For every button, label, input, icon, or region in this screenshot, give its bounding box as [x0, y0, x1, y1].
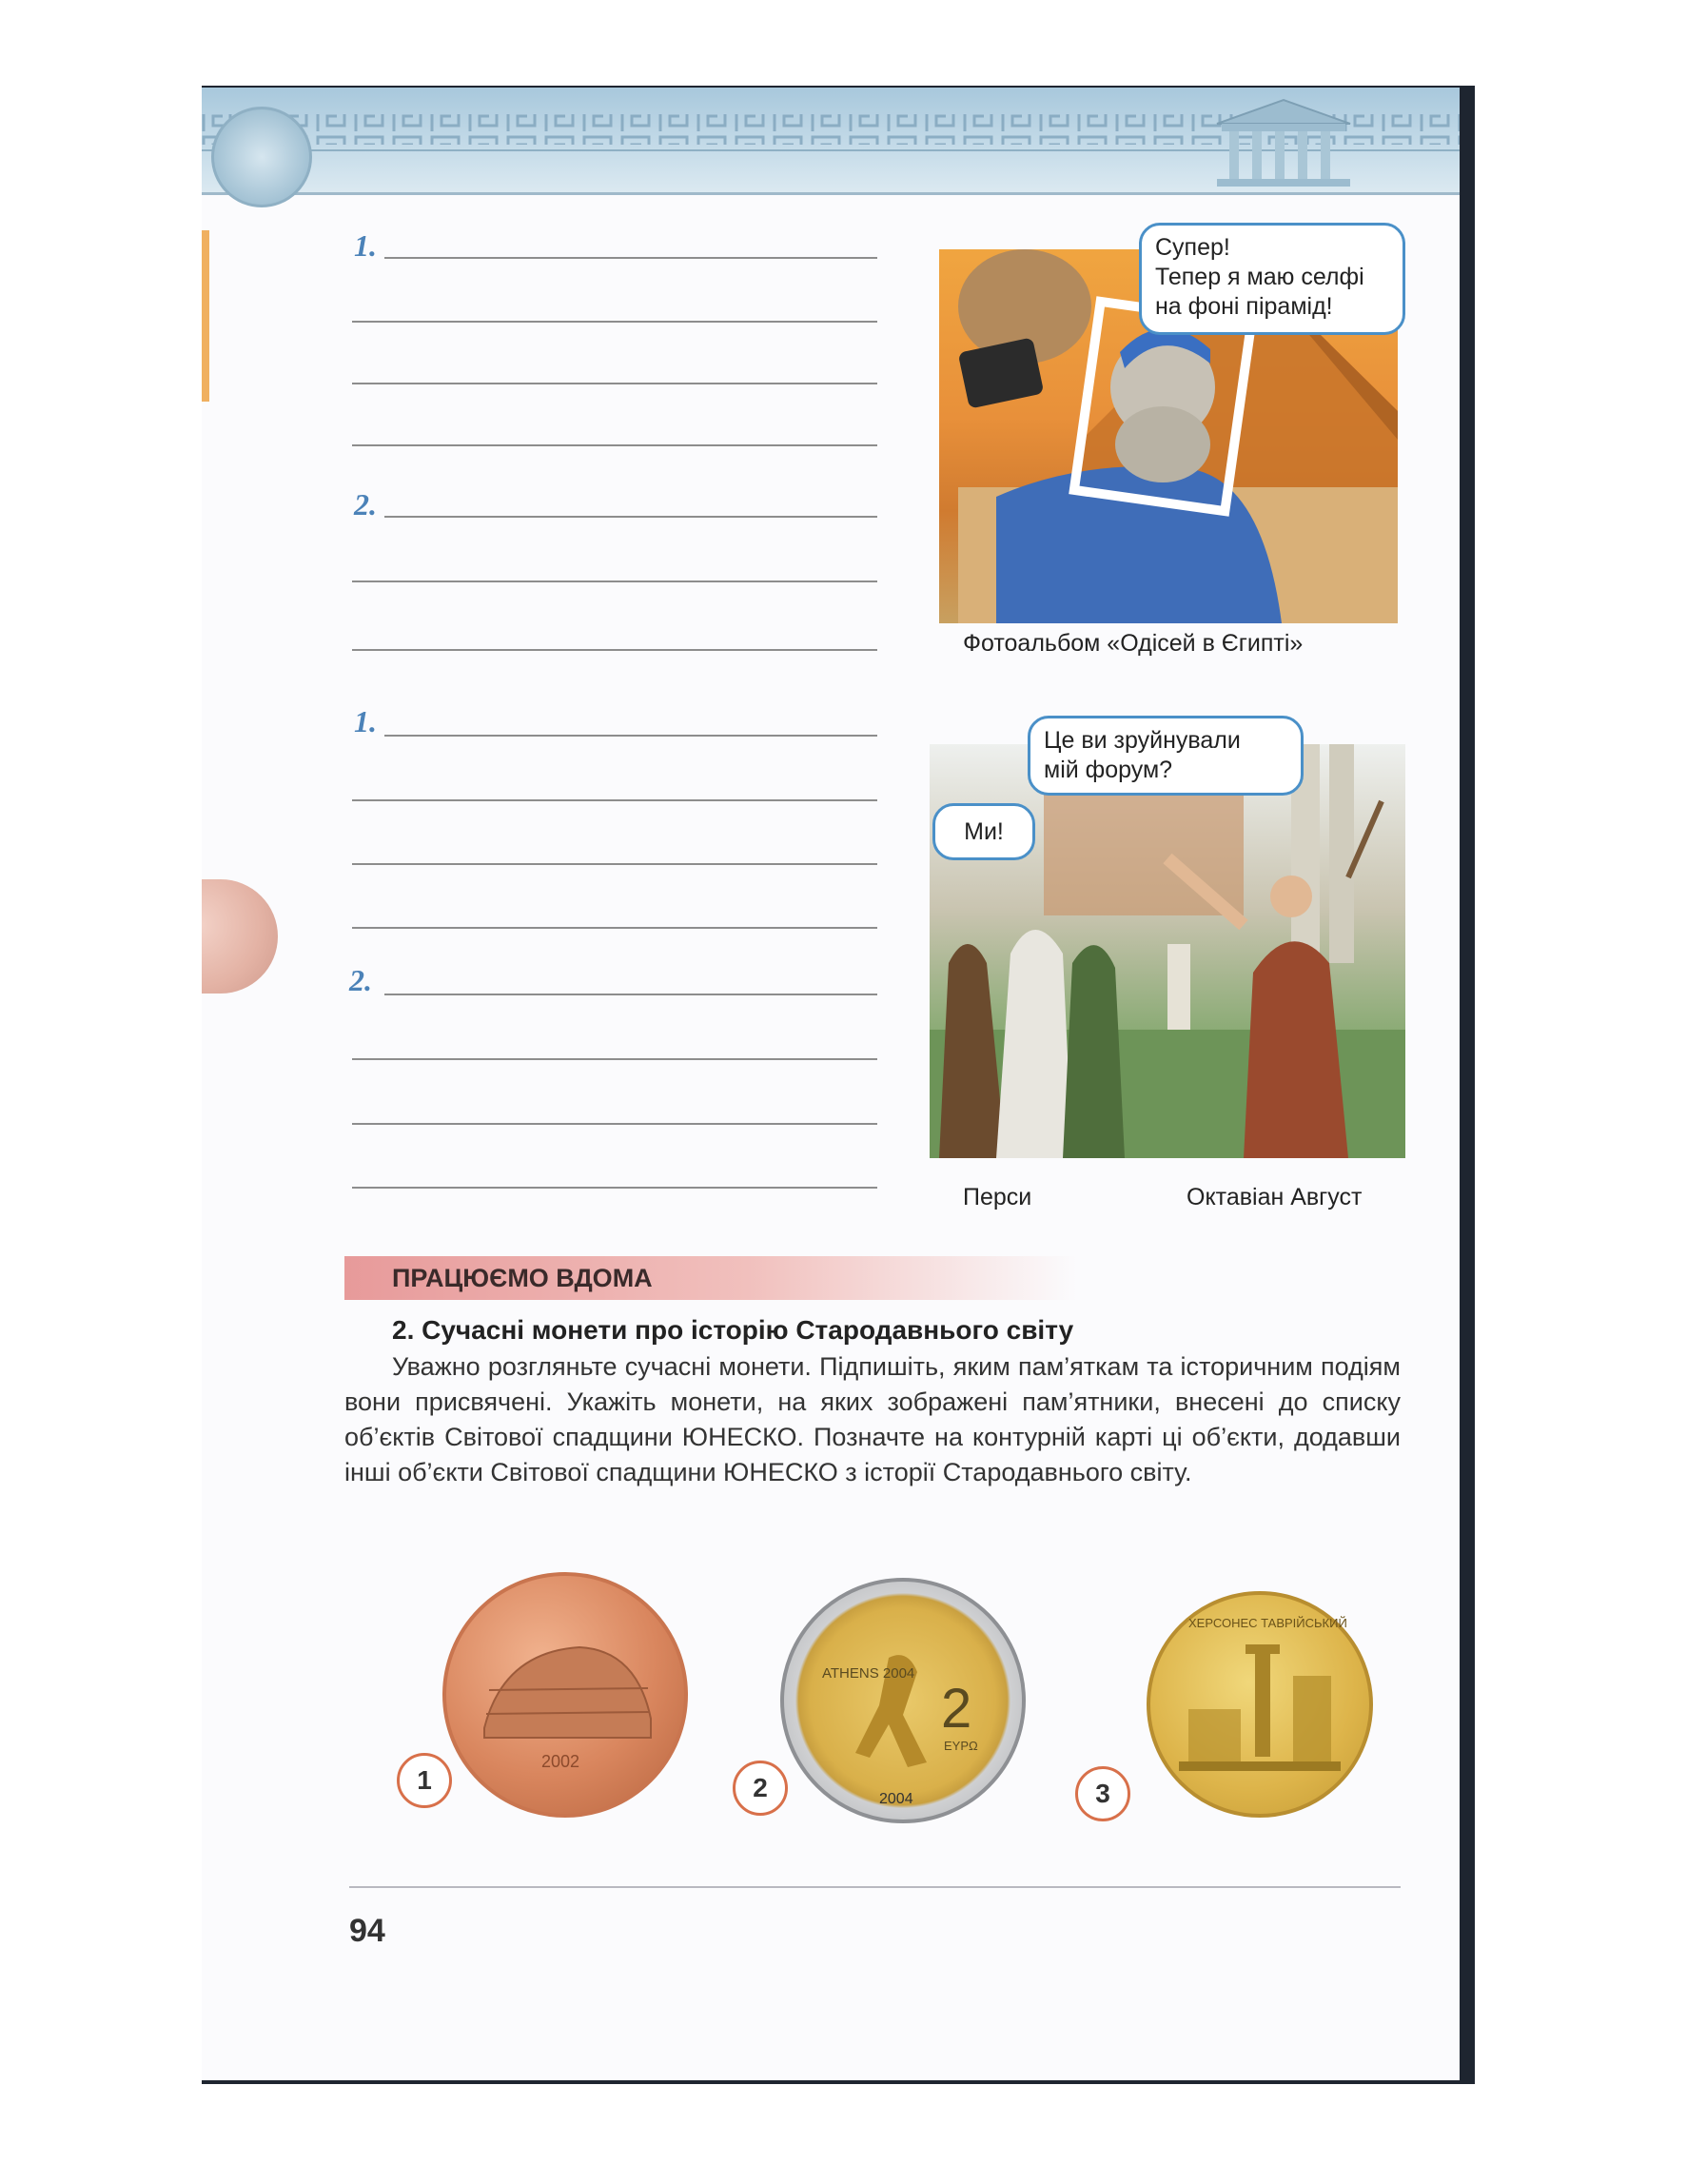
answer-line[interactable] [352, 580, 877, 582]
answer-line[interactable] [352, 321, 877, 323]
section-header [344, 1256, 1077, 1300]
speech-text: Ми! [964, 818, 1004, 845]
answer-line[interactable] [384, 257, 877, 259]
line-number: 2. [354, 487, 377, 521]
page-number: 94 [349, 1913, 385, 1949]
answer-line[interactable] [384, 994, 877, 995]
answer-line[interactable] [384, 735, 877, 737]
photo-caption: Перси [963, 1184, 1032, 1210]
answer-line[interactable] [352, 927, 877, 929]
task-text: Уважно розгляньте сучасні монети. Підпишіть, яким пам’яткам та історичним подіям вони присвячені. Укажіть монети, на яких зображені пам’ятники, внесені до списку об’єктів Світової спадщини ЮНЕСКО. Позначте на контурній карті ці об’єкти, додавши інші об’єкти Світової спадщини ЮНЕСКО з історії Стародавнього світу. [344, 1352, 1401, 1486]
speech-text: Супер! Тепер я маю селфі на фоні пірамід! [1155, 234, 1364, 320]
coin-number-badge: 2 [733, 1761, 788, 1816]
speech-bubble [1139, 223, 1405, 335]
answer-line[interactable] [352, 799, 877, 801]
footer-divider [349, 1886, 1401, 1888]
speech-text: Це ви зруйнували мій форум? [1044, 727, 1241, 783]
coin-portrait-icon [211, 107, 312, 207]
answer-line[interactable] [352, 1058, 877, 1060]
coin-inscription: ХЕРСОНЕС ТАВРІЙСЬКИЙ [1188, 1616, 1347, 1630]
coin-year: 2004 [879, 1791, 913, 1807]
discobolus-icon [784, 1582, 1022, 1820]
coin-inscription: 2002 [541, 1752, 580, 1771]
coin-number-badge: 3 [1075, 1766, 1130, 1821]
photo-caption: Октавіан Август [1187, 1184, 1363, 1210]
speech-bubble [1028, 716, 1304, 796]
answer-line[interactable] [352, 444, 877, 446]
answer-line[interactable] [352, 1123, 877, 1125]
answer-line[interactable] [352, 649, 877, 651]
speech-bubble [932, 803, 1035, 860]
decorative-banner [202, 88, 1460, 195]
coin-unit: ΕΥΡΩ [944, 1739, 978, 1753]
colosseum-icon [446, 1576, 684, 1814]
coin-colosseum [442, 1572, 688, 1818]
textbook-page [202, 88, 1460, 2080]
coin-discobolus [780, 1578, 1026, 1823]
answer-line[interactable] [384, 516, 877, 518]
task-title: 2. Сучасні монети про історію Стародавнього світу [392, 1315, 1074, 1345]
coin-inscription: ATHENS 2004 [822, 1665, 915, 1682]
coin-value: 2 [941, 1678, 972, 1740]
answer-line[interactable] [352, 863, 877, 865]
line-number: 2. [349, 963, 372, 997]
section-title: ПРАЦЮЄМО ВДОМА [392, 1264, 653, 1292]
edge-marker [202, 230, 209, 402]
line-number: 1. [354, 228, 377, 263]
photo-caption: Фотоальбом «Одісей в Єгипті» [963, 630, 1304, 657]
answer-line[interactable] [352, 383, 877, 384]
finger-photo-artifact [202, 879, 278, 994]
coin-chersonesus [1147, 1591, 1373, 1818]
temple-icon [1212, 97, 1355, 187]
answer-line[interactable] [352, 1187, 877, 1189]
line-number: 1. [354, 704, 377, 738]
coin-number-badge: 1 [397, 1753, 452, 1808]
